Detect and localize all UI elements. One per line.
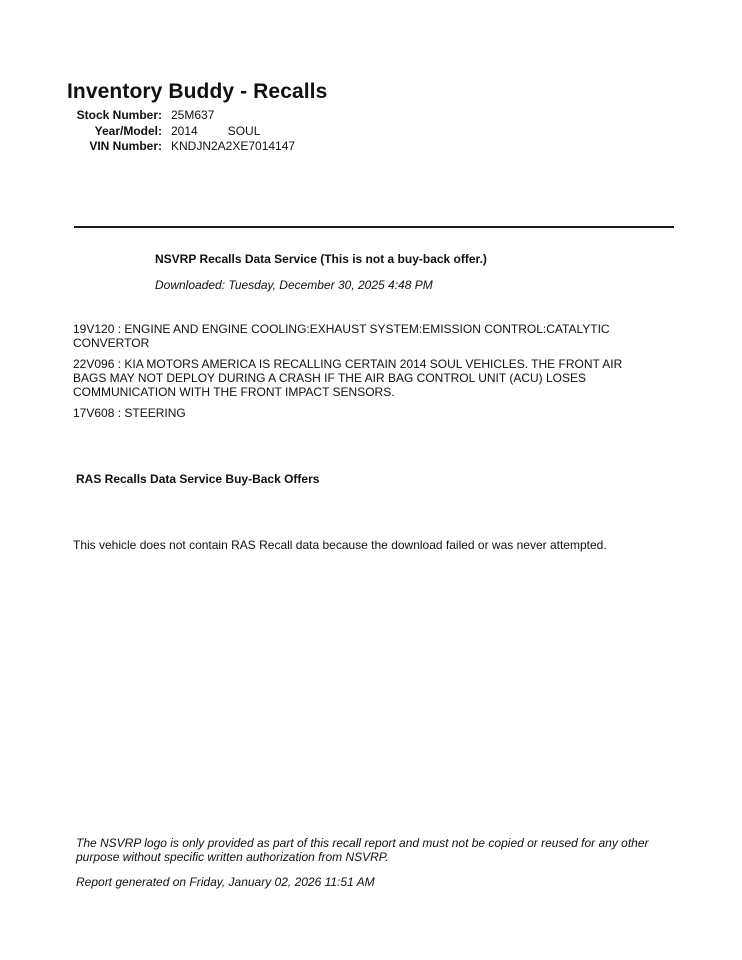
stock-number-row [60,108,295,124]
report-generated-timestamp: Report generated on Friday, January 02, 2026 11:51 AM [76,875,375,889]
recall-item: 19V120 : ENGINE AND ENGINE COOLING:EXHAUST SYSTEM:EMISSION CONTROL:CATALYTIC CONVERTOR [73,322,610,350]
ras-heading: RAS Recalls Data Service Buy-Back Offers [76,472,320,486]
stock-number-value: 25M637 [171,108,215,122]
recall-item: 22V096 : KIA MOTORS AMERICA IS RECALLING CERTAIN 2014 SOUL VEHICLES. THE FRONT AIR BAGS MAY NOT DEPLOY DURING A CRASH IF THE AIR BAG CONTROL UNIT (ACU) LOSES COMMUNICATION WITH THE FRONT IMPACT SENSORS. [73,357,623,399]
vin-value: KNDJN2A2XE7014147 [171,139,296,153]
year-value: 2014 [171,123,198,138]
vehicle-info [60,108,295,155]
section-divider [74,226,674,228]
page-title: Inventory Buddy - Recalls [67,80,328,103]
recall-list [73,322,653,427]
model-value: SOUL [227,123,261,138]
year-model-row [60,124,295,140]
ras-message: This vehicle does not contain RAS Recall data because the download failed or was never attempted. [73,538,607,552]
downloaded-timestamp: Downloaded: Tuesday, December 30, 2025 4:48 PM [155,278,433,292]
recall-item: 17V608 : STEERING [73,406,186,420]
nsvrp-heading: NSVRP Recalls Data Service (This is not a buy-back offer.) [155,252,487,266]
year-model-label: Year/Model: [94,123,162,138]
vin-label: VIN Number: [89,139,162,153]
disclaimer-text: The NSVRP logo is only provided as part of this recall report and must not be copied or reused for any other purpose without specific written authorization from NSVRP. [76,836,649,864]
stock-number-label: Stock Number: [76,108,162,122]
vin-row [60,139,295,155]
